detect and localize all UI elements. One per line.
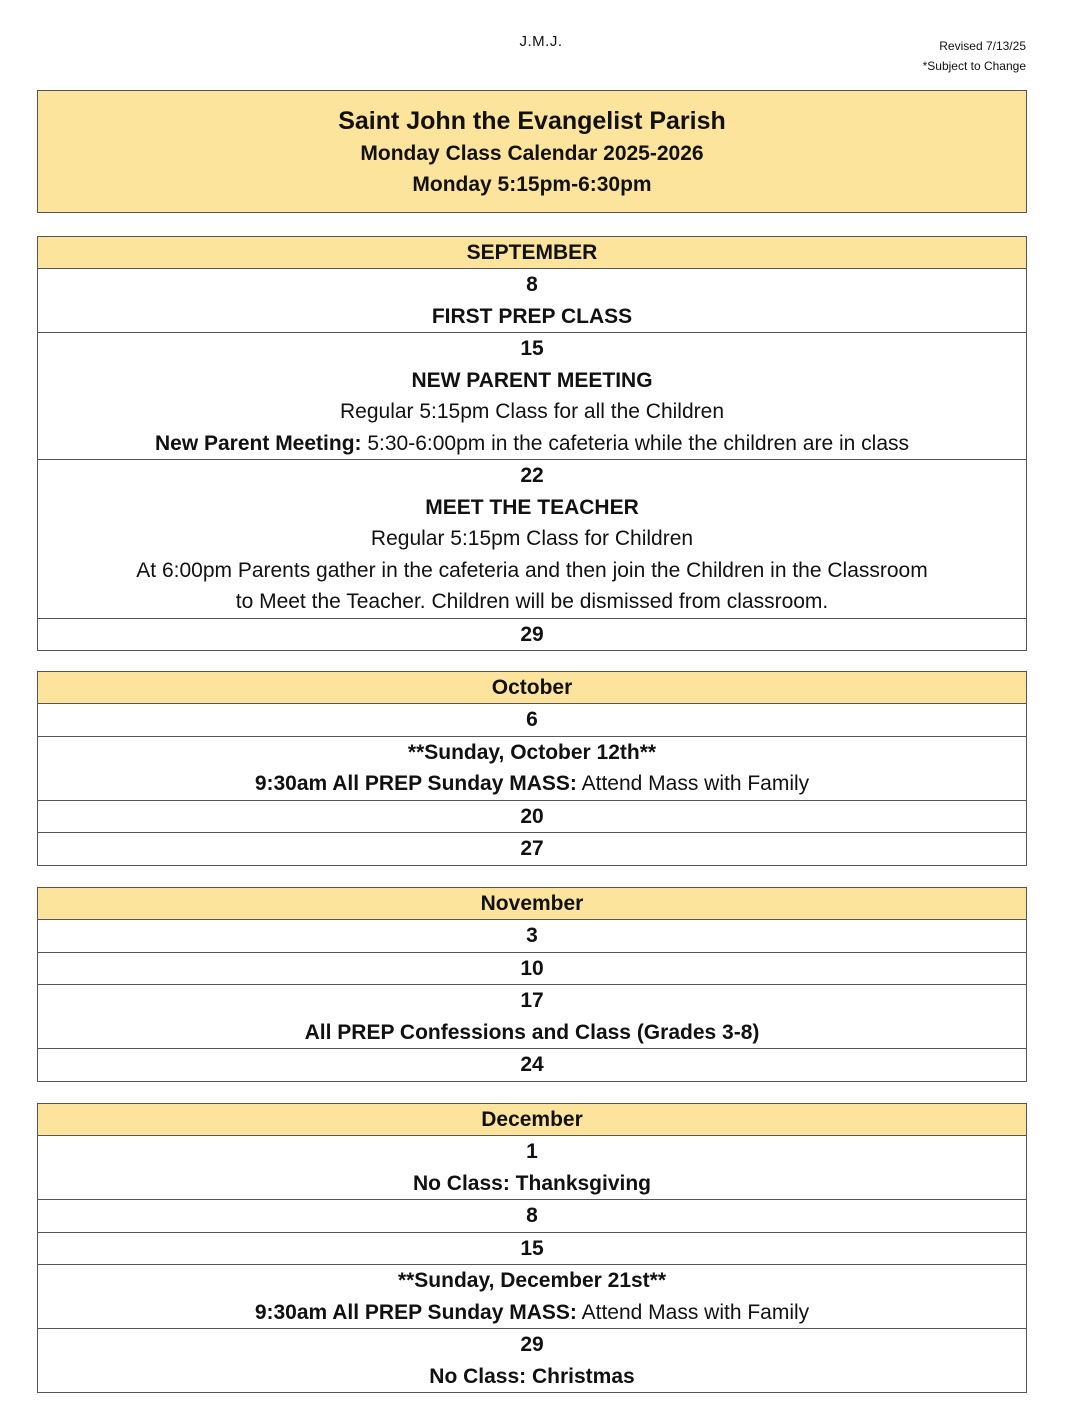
- calendar-row: [38, 619, 1026, 652]
- row-detail: [38, 768, 1026, 800]
- row-date: 8: [526, 273, 538, 296]
- row-detail: [38, 1297, 1026, 1329]
- month-october: [37, 671, 1027, 866]
- row-date: 29: [520, 622, 544, 646]
- row-date: 10: [520, 956, 544, 980]
- row-event: NEW PARENT MEETING: [411, 368, 653, 392]
- row-date: 24: [520, 1053, 544, 1076]
- revised-date: Revised 7/13/25: [939, 39, 1026, 53]
- calendar-row: [38, 1265, 1026, 1329]
- detail-text: Attend Mass with Family: [576, 772, 810, 795]
- month-header: SEPTEMBER: [38, 237, 1026, 269]
- class-time: Monday 5:15pm-6:30pm: [412, 173, 652, 196]
- row-date: 8: [526, 1204, 538, 1227]
- row-detail: Regular 5:15pm Class for Children: [370, 527, 694, 550]
- calendar-row: [38, 953, 1026, 986]
- month-december: [37, 1103, 1027, 1393]
- row-date: 15: [520, 337, 544, 360]
- row-detail: [38, 428, 1026, 460]
- parish-name: Saint John the Evangelist Parish: [338, 107, 726, 135]
- jmj-header: J.M.J.: [519, 33, 563, 50]
- detail-label: 9:30am All PREP Sunday MASS:: [254, 772, 577, 795]
- row-detail: At 6:00pm Parents gather in the cafeteria and then join the Children in the Classroom: [136, 558, 928, 582]
- row-date: 20: [520, 804, 544, 828]
- calendar-row: [38, 1200, 1026, 1233]
- row-date: 27: [520, 837, 544, 860]
- row-date: 15: [520, 1236, 544, 1260]
- row-event: All PREP Confessions and Class (Grades 3-8): [304, 1020, 760, 1044]
- detail-text: 5:30-6:00pm in the cafeteria while the children are in class: [361, 431, 909, 455]
- row-event: No Class: Thanksgiving: [412, 1171, 652, 1195]
- detail-label: 9:30am All PREP Sunday MASS:: [254, 1300, 577, 1324]
- calendar-row: [38, 1329, 1026, 1393]
- month-header: November: [38, 888, 1026, 920]
- calendar-row: [38, 704, 1026, 737]
- revision-note: [923, 36, 1026, 76]
- calendar-row: [38, 269, 1026, 333]
- month-november: [37, 887, 1027, 1082]
- calendar-row: [38, 1136, 1026, 1200]
- row-date: 6: [526, 708, 538, 731]
- row-event: FIRST PREP CLASS: [431, 304, 633, 328]
- month-header: October: [38, 672, 1026, 704]
- month-september: [37, 236, 1027, 651]
- calendar-row: [38, 737, 1026, 801]
- detail-text: Attend Mass with Family: [576, 1300, 810, 1324]
- calendar-row: [38, 920, 1026, 953]
- calendar-row: [38, 833, 1026, 866]
- row-date: 1: [526, 1140, 538, 1163]
- row-event: MEET THE TEACHER: [425, 495, 639, 519]
- row-detail: to Meet the Teacher. Children will be dismissed from classroom.: [235, 590, 829, 613]
- calendar-title: Monday Class Calendar 2025-2026: [360, 142, 704, 165]
- subject-to-change: *Subject to Change: [922, 59, 1026, 73]
- calendar-row: [38, 801, 1026, 834]
- calendar-row: [38, 460, 1026, 619]
- row-date: 29: [520, 1333, 544, 1356]
- title-banner: [37, 90, 1027, 213]
- month-header: December: [38, 1104, 1026, 1136]
- row-date: 17: [520, 989, 544, 1012]
- row-event: No Class: Christmas: [429, 1364, 635, 1388]
- row-date: 22: [520, 464, 544, 487]
- calendar-row: [38, 333, 1026, 460]
- detail-label: New Parent Meeting:: [154, 431, 362, 455]
- calendar-row: [38, 1233, 1026, 1266]
- calendar-row: [38, 985, 1026, 1049]
- row-date: 3: [526, 924, 538, 947]
- row-date: **Sunday, December 21st**: [397, 1269, 667, 1292]
- row-date: **Sunday, October 12th**: [407, 740, 657, 764]
- row-detail: Regular 5:15pm Class for all the Children: [339, 400, 725, 423]
- calendar-row: [38, 1049, 1026, 1082]
